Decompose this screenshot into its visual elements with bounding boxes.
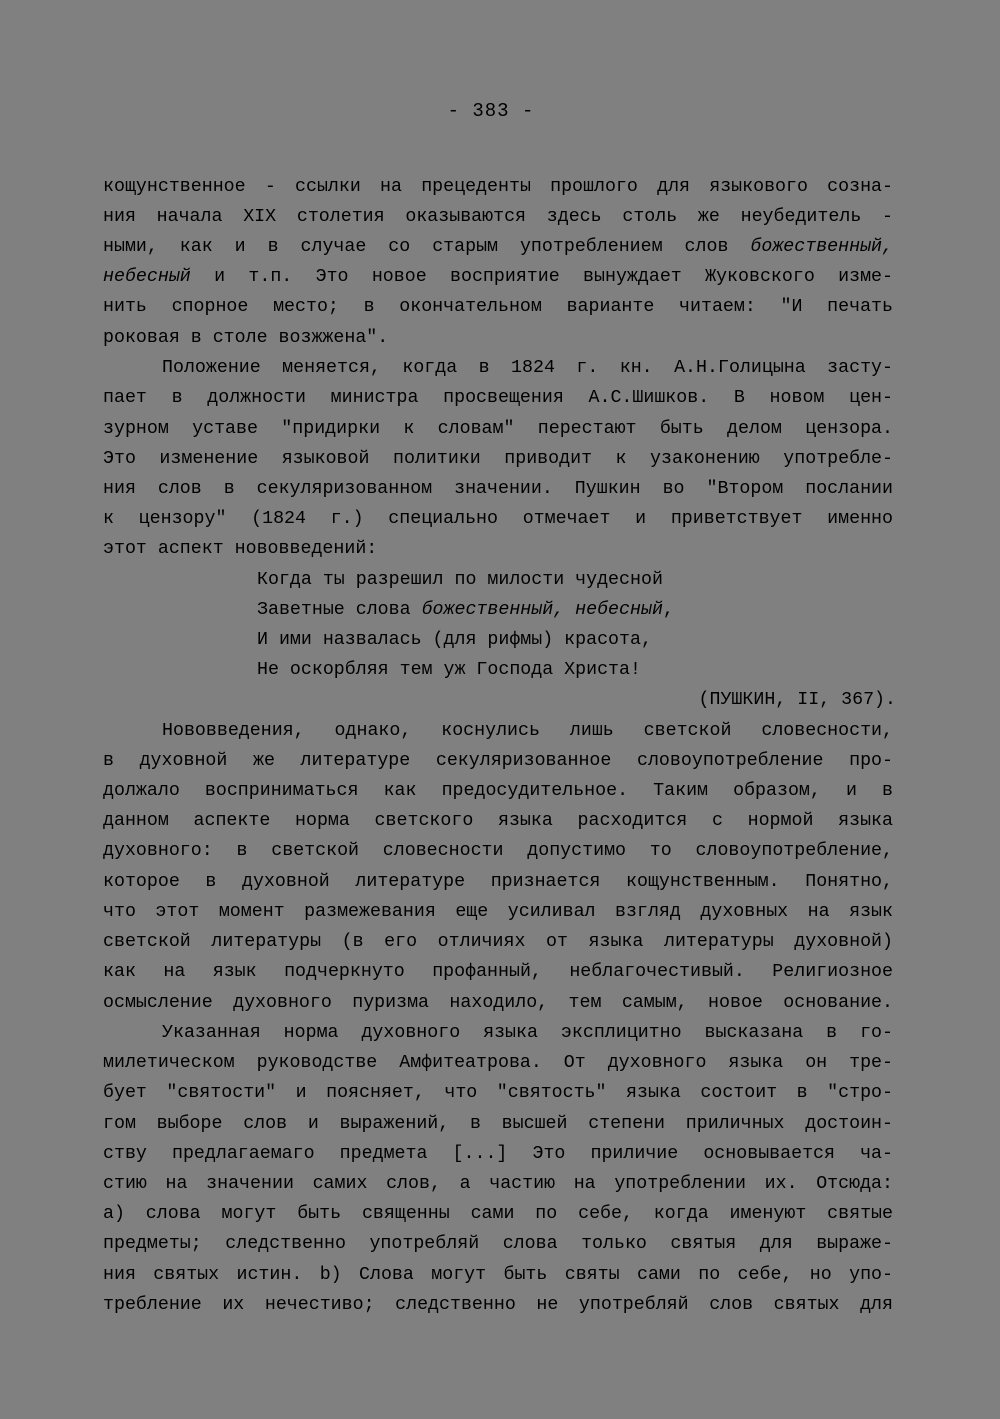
text-line: как на язык подчеркнуто профанный, неблагочестивый. Религиозное: [103, 962, 893, 982]
text-line: осмысление духовного пуризма находило, тем самым, новое основание.: [103, 993, 893, 1013]
text-line: ния святых истин. b) Слова могут быть святы сами по себе, но упо-: [103, 1265, 893, 1285]
page-number: - 383 -: [447, 100, 535, 122]
text-run: ,: [662, 600, 674, 620]
text-line: в духовной же литературе секуляризованное словоупотребление про-: [103, 751, 893, 771]
text-run: ными, как и в случае со старым употреблением слов: [103, 237, 751, 257]
text-line: Положение меняется, когда в 1824 г. кн. А.Н.Голицына засту-: [162, 358, 893, 378]
citation: (ПУШКИН, II, 367).: [698, 690, 896, 710]
text-line: духовного: в светской словесности допустимо то словоупотребление,: [103, 841, 893, 861]
text-line: а) слова могут быть священны сами по себе, когда именуют святые: [103, 1204, 893, 1224]
text-line: к цензору" (1824 г.) специально отмечает и приветствует именно: [103, 509, 893, 529]
text-line: ния начала XIX столетия оказываются здесь столь же неубедитель -: [103, 207, 893, 227]
text-line: милетическом руководстве Амфитеатрова. От духовного языка он тре-: [103, 1053, 893, 1073]
text-line: зурном уставе "придирки к словам" перестают быть делом цензора.: [103, 419, 893, 439]
italic-word: небесный: [103, 267, 191, 287]
verse-line: Когда ты разрешил по милости чудесной: [257, 570, 663, 590]
verse-line: Не оскорбляя тем уж Господа Христа!: [257, 660, 641, 680]
text-line: нить спорное место; в окончательном варианте читаем: "И печать: [103, 297, 893, 317]
verse-line: [257, 601, 674, 619]
text-line: Указанная норма духовного языка эксплицитно высказана в го-: [162, 1023, 893, 1043]
text-line: светской литературы (в его отличиях от языка литературы духовной): [103, 932, 893, 952]
text-line: Это изменение языковой политики приводит к узаконению употребле-: [103, 449, 893, 469]
text-line: гом выборе слов и выражений, в высшей степени приличных достоин-: [103, 1114, 893, 1134]
text-line: этот аспект нововведений:: [103, 539, 378, 559]
text-line: стию на значении самих слов, а частию на употреблении их. Отсюда:: [103, 1174, 893, 1194]
text-line: Нововведения, однако, коснулись лишь светской словесности,: [162, 721, 893, 741]
italic-word: божественный, небесный: [421, 600, 663, 620]
text-line: предметы; следственно употребляй слова только святыя для выраже-: [103, 1234, 893, 1254]
text-line: которое в духовной литературе признается кощунственным. Понятно,: [103, 872, 893, 892]
text-run: и т.п. Это новое восприятие вынуждает Жуковского изме-: [190, 267, 893, 287]
text-line: пает в должности министра просвещения А.С.Шишков. В новом цен-: [103, 388, 893, 408]
text-line: что этот момент размежевания еще усиливал взгляд духовных на язык: [103, 902, 893, 922]
text-line: должало восприниматься как предосудительное. Таким образом, и в: [103, 781, 893, 801]
text-line: бует "святости" и поясняет, что "святость" языка состоит в "стро-: [103, 1083, 893, 1103]
text-line: [103, 268, 893, 286]
text-line: роковая в столе возжжена".: [103, 328, 389, 348]
text-line: данном аспекте норма светского языка расходится с нормой языка: [103, 811, 893, 831]
verse-line: И ими назвалась (для рифмы) красота,: [257, 630, 652, 650]
text-line: требление их нечестиво; следственно не употребляй слов святых для: [103, 1295, 893, 1315]
text-run: Заветные слова: [257, 600, 422, 620]
text-line: [103, 238, 893, 256]
italic-word: божественный,: [750, 237, 893, 257]
text-line: ству предлагаемаго предмета [...] Это приличие основывается ча-: [103, 1144, 893, 1164]
text-line: ния слов в секуляризованном значении. Пушкин во "Втором послании: [103, 479, 893, 499]
text-line: кощунственное - ссылки на прецеденты прошлого для языкового созна-: [103, 177, 893, 197]
